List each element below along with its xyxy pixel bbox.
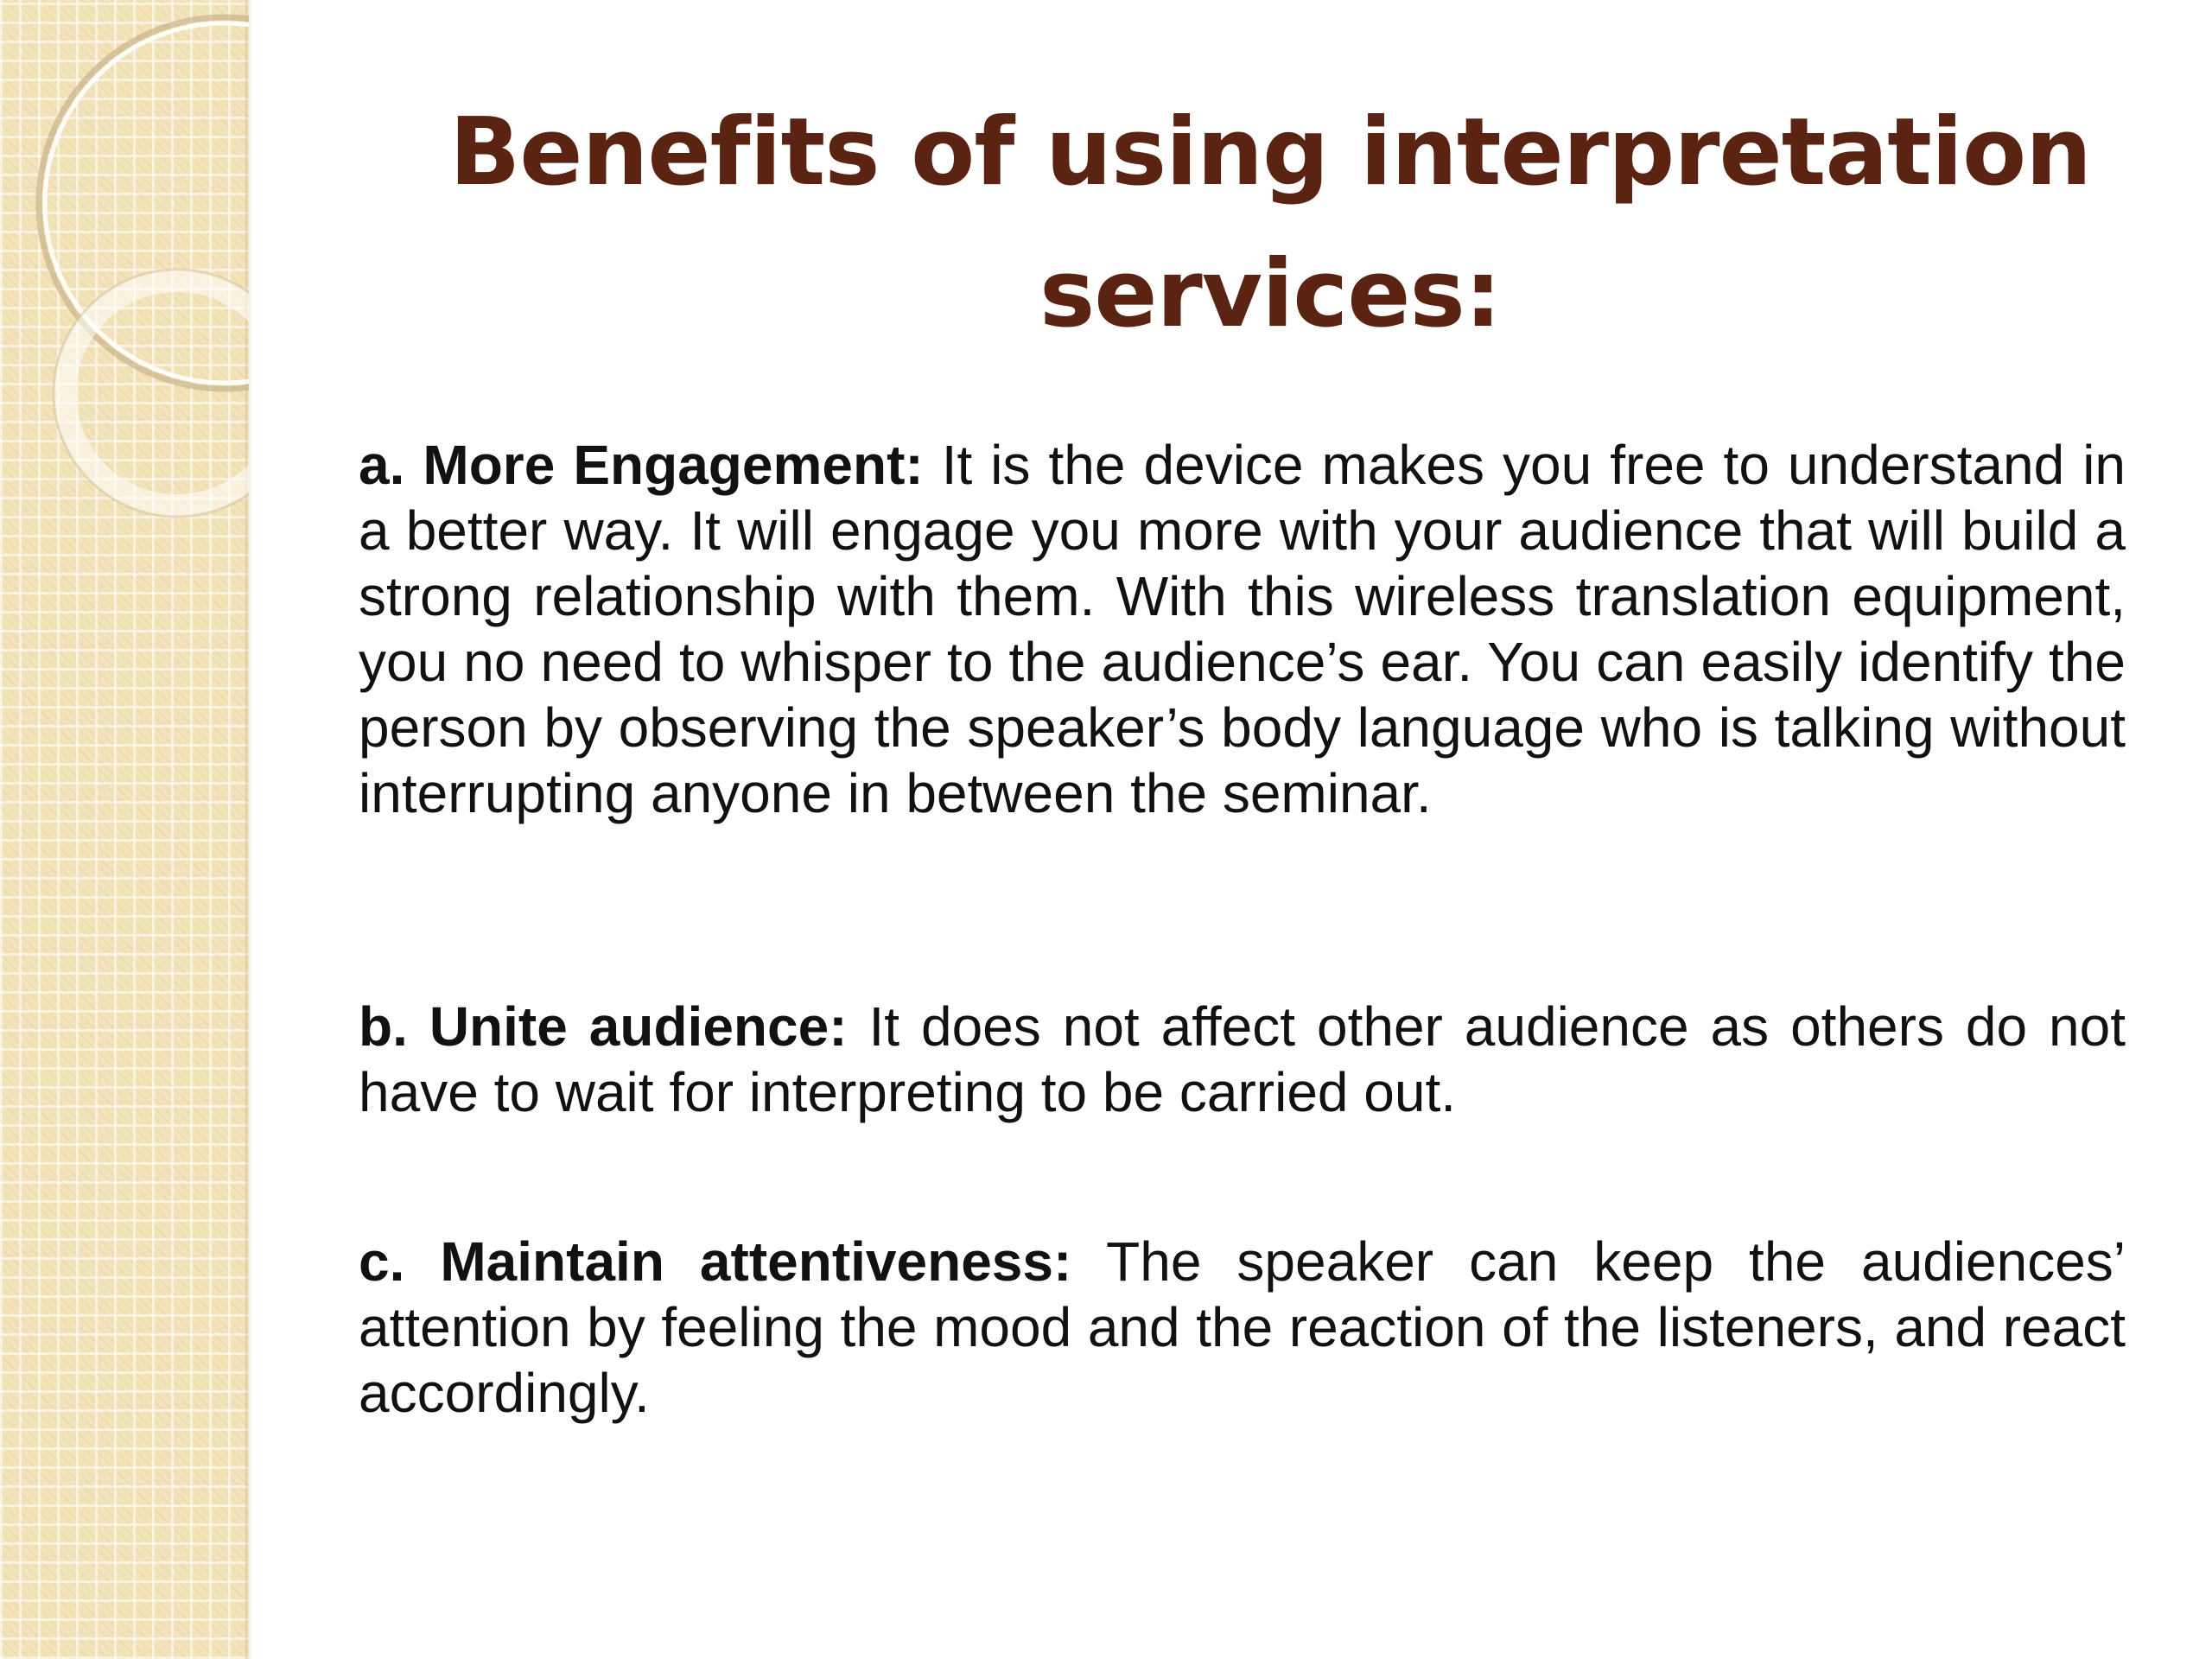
point-c [359, 1229, 2126, 1426]
point-a-lead: a. More Engagement: [359, 434, 924, 496]
point-b-text: It does not affect other audience as others do not have to wait for interpreting to be carried out. [359, 995, 2126, 1123]
point-a-text: It is the device makes you free to understand in a better way. It will engage you more with your audience that will build a strong relationship with them. With this wireless translation equipment, you no need to whisper to the audience’s ear. You can easily identify the person by observing the speaker’s body language who is talking without interrupting anyone in between the seminar. [359, 434, 2126, 824]
point-c-text: The speaker can keep the audiences’ attention by feeling the mood and the reaction of the listeners, and react accordingly. [359, 1230, 2126, 1424]
point-c-lead: c. Maintain attentiveness: [359, 1230, 1072, 1293]
decorative-rings [0, 0, 249, 553]
point-a [359, 432, 2126, 826]
point-b [359, 994, 2126, 1125]
point-b-lead: b. Unite audience: [359, 995, 848, 1058]
slide-title: Benefits of using interpretation services: [448, 99, 2092, 348]
